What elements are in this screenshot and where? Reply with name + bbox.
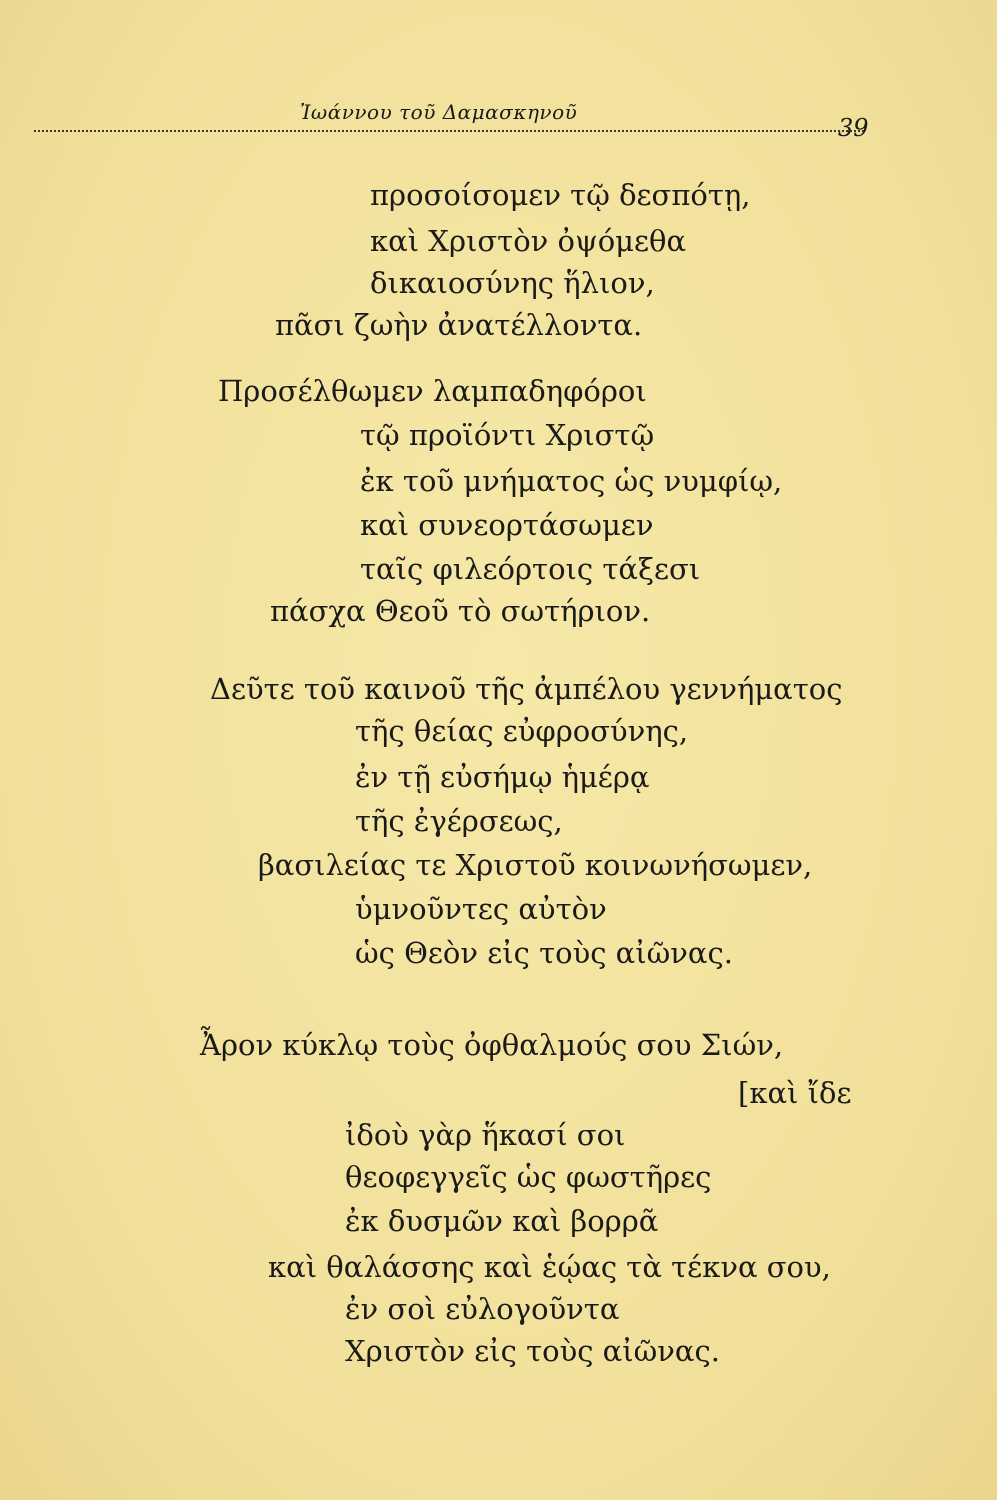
stanza-3-line-2: τῆς θείας εὐφροσύνης, — [355, 714, 689, 748]
stanza-1-line-1: προσοίσομεν τῷ δεσπότῃ, — [370, 178, 751, 212]
stanza-4-line-4: θεοφεγγεῖς ὡς φωστῆρες — [345, 1160, 712, 1194]
stanza-3-line-4: τῆς ἐγέρσεως, — [355, 804, 563, 838]
page-number: 39 — [838, 114, 869, 142]
header-rule — [34, 130, 864, 132]
stanza-4-line-6: καὶ θαλάσσης καὶ ἑῴας τὰ τέκνα σου, — [268, 1250, 831, 1284]
stanza-1-line-3: δικαιοσύνης ἥλιον, — [370, 266, 655, 300]
stanza-3-line-3: ἐν τῇ εὐσήμῳ ἡμέρᾳ — [355, 760, 650, 794]
stanza-1-line-4: πᾶσι ζωὴν ἀνατέλλοντα. — [275, 308, 643, 342]
stanza-3-line-7: ὡς Θεὸν εἰς τοὺς αἰῶνας. — [355, 936, 733, 970]
running-title: Ἰωάννου τοῦ Δαμασκηνοῦ — [300, 100, 578, 124]
stanza-4-line-7: ἐν σοὶ εὐλογοῦντα — [345, 1292, 620, 1326]
stanza-3-line-5: βασιλείας τε Χριστοῦ κοινωνήσωμεν, — [258, 848, 813, 882]
stanza-2-line-5: ταῖς φιλεόρτοις τάξεσι — [360, 552, 701, 586]
stanza-4-line-2: [καὶ ἴδε — [738, 1076, 852, 1110]
stanza-3-line-6: ὑμνοῦντες αὐτὸν — [355, 892, 607, 926]
stanza-2-line-6: πάσχα Θεοῦ τὸ σωτήριον. — [270, 594, 651, 628]
stanza-2-line-1: Προσέλθωμεν λαμπαδηφόροι — [218, 374, 647, 408]
stanza-4-line-1: Ἆρον κύκλῳ τοὺς ὀφθαλμούς σου Σιών, — [200, 1028, 784, 1062]
stanza-4-line-3: ἰδοὺ γὰρ ἥκασί σοι — [345, 1118, 626, 1152]
stanza-4-line-5: ἐκ δυσμῶν καὶ βορρᾶ — [345, 1204, 659, 1238]
stanza-3-line-1: Δεῦτε τοῦ καινοῦ τῆς ἀμπέλου γεννήματος — [210, 672, 843, 706]
stanza-2-line-2: τῷ προϊόντι Χριστῷ — [360, 418, 655, 452]
stanza-2-line-3: ἐκ τοῦ μνήματος ὡς νυμφίῳ, — [360, 464, 783, 498]
stanza-1-line-2: καὶ Χριστὸν ὀψόμεθα — [370, 224, 687, 258]
stanza-2-line-4: καὶ συνεορτάσωμεν — [360, 508, 654, 542]
stanza-4-line-8: Χριστὸν εἰς τοὺς αἰῶνας. — [345, 1334, 720, 1368]
